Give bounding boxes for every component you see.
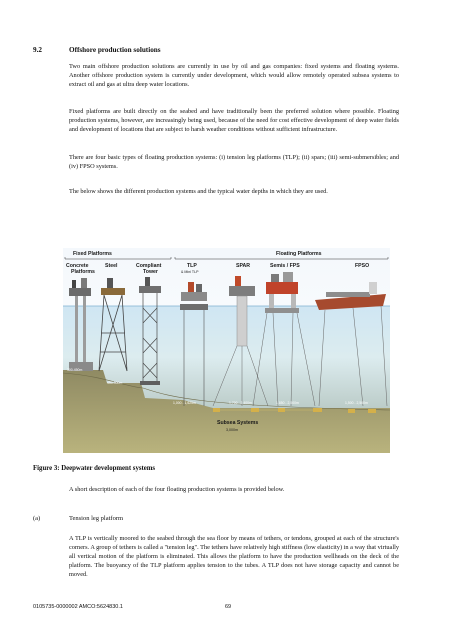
label-fpso: FPSO bbox=[355, 263, 370, 269]
depth-subsea: 3,000m bbox=[226, 428, 238, 432]
fixed-platforms-group-label: Fixed Platforms bbox=[73, 251, 112, 257]
depth-semis: 1,850 - 2,500m bbox=[276, 401, 299, 405]
tlp-description: A TLP is vertically moored to the seabed through the sea floor by means of tethers, or tendons, grouped at each of the structure's corners. A group of tethers is called a "tension leg". The tethers have relatively high stiffness (low elasticity) in a way that virtually all vertical motion of the platform is eliminated. This allows the platform to have the production wellheads on the deck of the platform. The buoyancy of the TLP platform applies tension to the tubes. A TLP does not have storage capacity and cannot be moved. bbox=[69, 535, 399, 578]
depth-fixed: 300-450m bbox=[67, 368, 83, 372]
label-concrete: Concrete bbox=[66, 263, 89, 269]
label-tower: Tower bbox=[143, 269, 158, 275]
depth-compliant: 450-900m bbox=[107, 381, 123, 385]
depth-fpso: 1,500 - 2,500m bbox=[345, 401, 368, 405]
label-semis: Semis / FPS bbox=[270, 263, 300, 269]
floating-platforms-group-label: Floating Platforms bbox=[276, 251, 322, 257]
figure-caption: Figure 3: Deepwater development systems bbox=[33, 465, 156, 472]
paragraph-3: There are four basic types of floating production systems: (i) tension leg platforms (TLP); (ii) spars; (iii) semi-submersibles; and (iv) FPSO systems. bbox=[69, 154, 399, 170]
depth-spar: 1,700 - 2,400m bbox=[229, 401, 252, 405]
section-heading bbox=[33, 46, 161, 54]
list-item-marker: (a) bbox=[33, 515, 41, 522]
footer-doc-ref: 0105735-0000002 AMCO:5624830.1 bbox=[33, 604, 123, 610]
label-mini-tlp: & Mini TLP bbox=[181, 270, 199, 274]
label-platforms: Platforms bbox=[71, 269, 95, 275]
deepwater-systems-figure bbox=[63, 248, 390, 453]
label-spar: SPAR bbox=[236, 263, 251, 269]
paragraph-1: Two main offshore production solutions are currently in use by oil and gas companies: fixed systems and floating systems. Another offshore production system is currently under development, which would allow remotely operated subsea systems to extract oil and gas at ultra deep water locations. bbox=[69, 63, 399, 88]
section-number: 9.2 bbox=[33, 46, 42, 54]
label-compliant: Compliant bbox=[136, 263, 162, 269]
list-item-heading bbox=[33, 515, 123, 522]
paragraph-2: Fixed platforms are built directly on the seabed and have traditionally been the preferred solution where possible. Floating production systems, however, are increasingly being used, because of the need for cost effective development of deep water fields and development of locations that are subject to harsh weather conditions without sufficient infrastructure. bbox=[69, 108, 399, 133]
label-steel: Steel bbox=[105, 263, 118, 269]
intro-after-caption: A short description of each of the four floating production systems is provided below. bbox=[69, 486, 285, 493]
list-item-title: Tension leg platform bbox=[69, 515, 124, 522]
footer-page-number: 69 bbox=[225, 604, 232, 610]
label-subsea-systems: Subsea Systems bbox=[217, 420, 259, 426]
page-footer bbox=[33, 604, 253, 610]
section-title: Offshore production solutions bbox=[69, 46, 161, 54]
paragraph-4: The below shows the different production systems and the typical water depths in which they are used. bbox=[69, 188, 328, 195]
depth-tlp: 1,000 - 1,625m bbox=[173, 401, 196, 405]
label-tlp: TLP bbox=[187, 263, 197, 269]
